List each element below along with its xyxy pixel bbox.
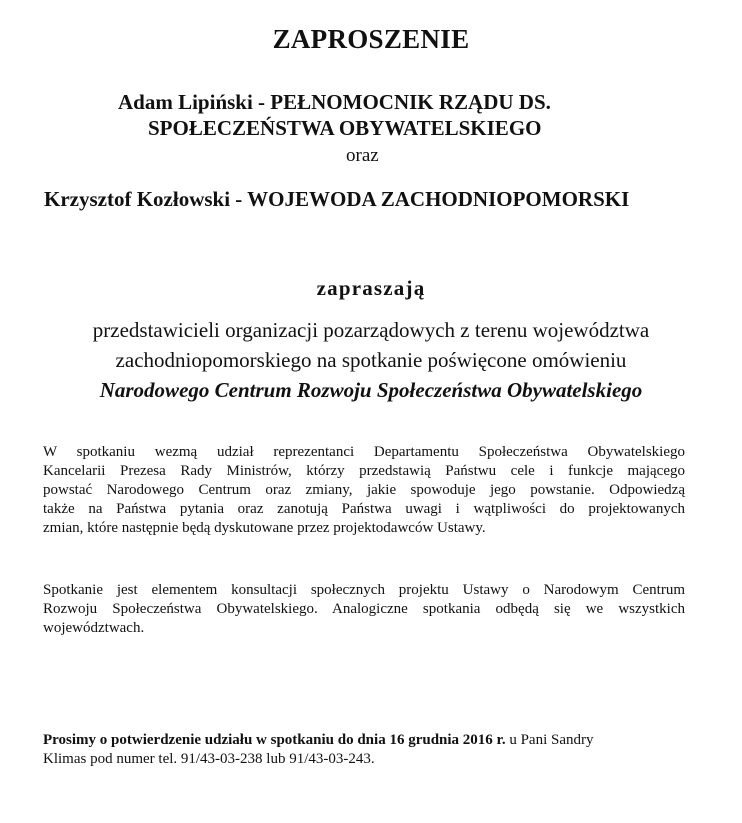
conjunction-text: oraz [346, 145, 379, 166]
host-line-2: SPOŁECZEŃSTWA OBYWATELSKIEGO [148, 116, 542, 140]
host-line-1: Adam Lipiński - PEŁNOMOCNIK RZĄDU DS. [118, 90, 551, 114]
confirmation-note [43, 731, 594, 769]
paragraph-line: W spotkaniu wezmą udział reprezentanci Departamentu Społeczeństwa Obywatelskiego [43, 444, 685, 460]
paragraph-line: zmian, które następnie będą dyskutowane przez projektodawców Ustawy. [43, 520, 486, 536]
subject-line-1: przedstawicieli organizacji pozarządowych z terenu województwa [92, 318, 650, 342]
subject-line-2: zachodniopomorskiego na spotkanie poświęcone omówieniu [115, 348, 627, 372]
paragraph-consultation [43, 581, 685, 638]
paragraph-line: Spotkanie jest elementem konsultacji społecznych projektu Ustawy o Narodowym Centrum [43, 582, 685, 598]
confirmation-contact: u Pani Sandry [505, 732, 594, 748]
paragraph-line: Rozwoju Społeczeństwa Obywatelskiego. Analogiczne spotkania odbędą się we wszystkich [43, 601, 685, 617]
subject-line-3: Narodowego Centrum Rozwoju Społeczeństwa Obywatelskiego [99, 378, 643, 402]
paragraph-line: także na Państwa pytania oraz zanotują Państwa uwagi i wątpliwości do projektowanych [43, 501, 685, 517]
document-title: ZAPROSZENIE [272, 24, 470, 54]
paragraph-meeting-details [43, 443, 685, 538]
invite-heading: zapraszają [316, 276, 426, 300]
host-line-3: Krzysztof Kozłowski - WOJEWODA ZACHODNIOPOMORSKI [44, 187, 630, 211]
paragraph-line: Kancelarii Prezesa Rady Ministrów, którzy przedstawią Państwu cele i funkcje mającego [43, 463, 685, 479]
paragraph-line: powstać Narodowego Centrum oraz zmiany, jakie spowoduje jego powstanie. Odpowiedzą [43, 482, 685, 498]
confirmation-bold: Prosimy o potwierdzenie udziału w spotkaniu do dnia 16 grudnia 2016 r. [43, 732, 506, 748]
confirmation-phone: Klimas pod numer tel. 91/43-03-238 lub 91/43-03-243. [43, 751, 375, 767]
paragraph-line: województwach. [43, 620, 145, 636]
